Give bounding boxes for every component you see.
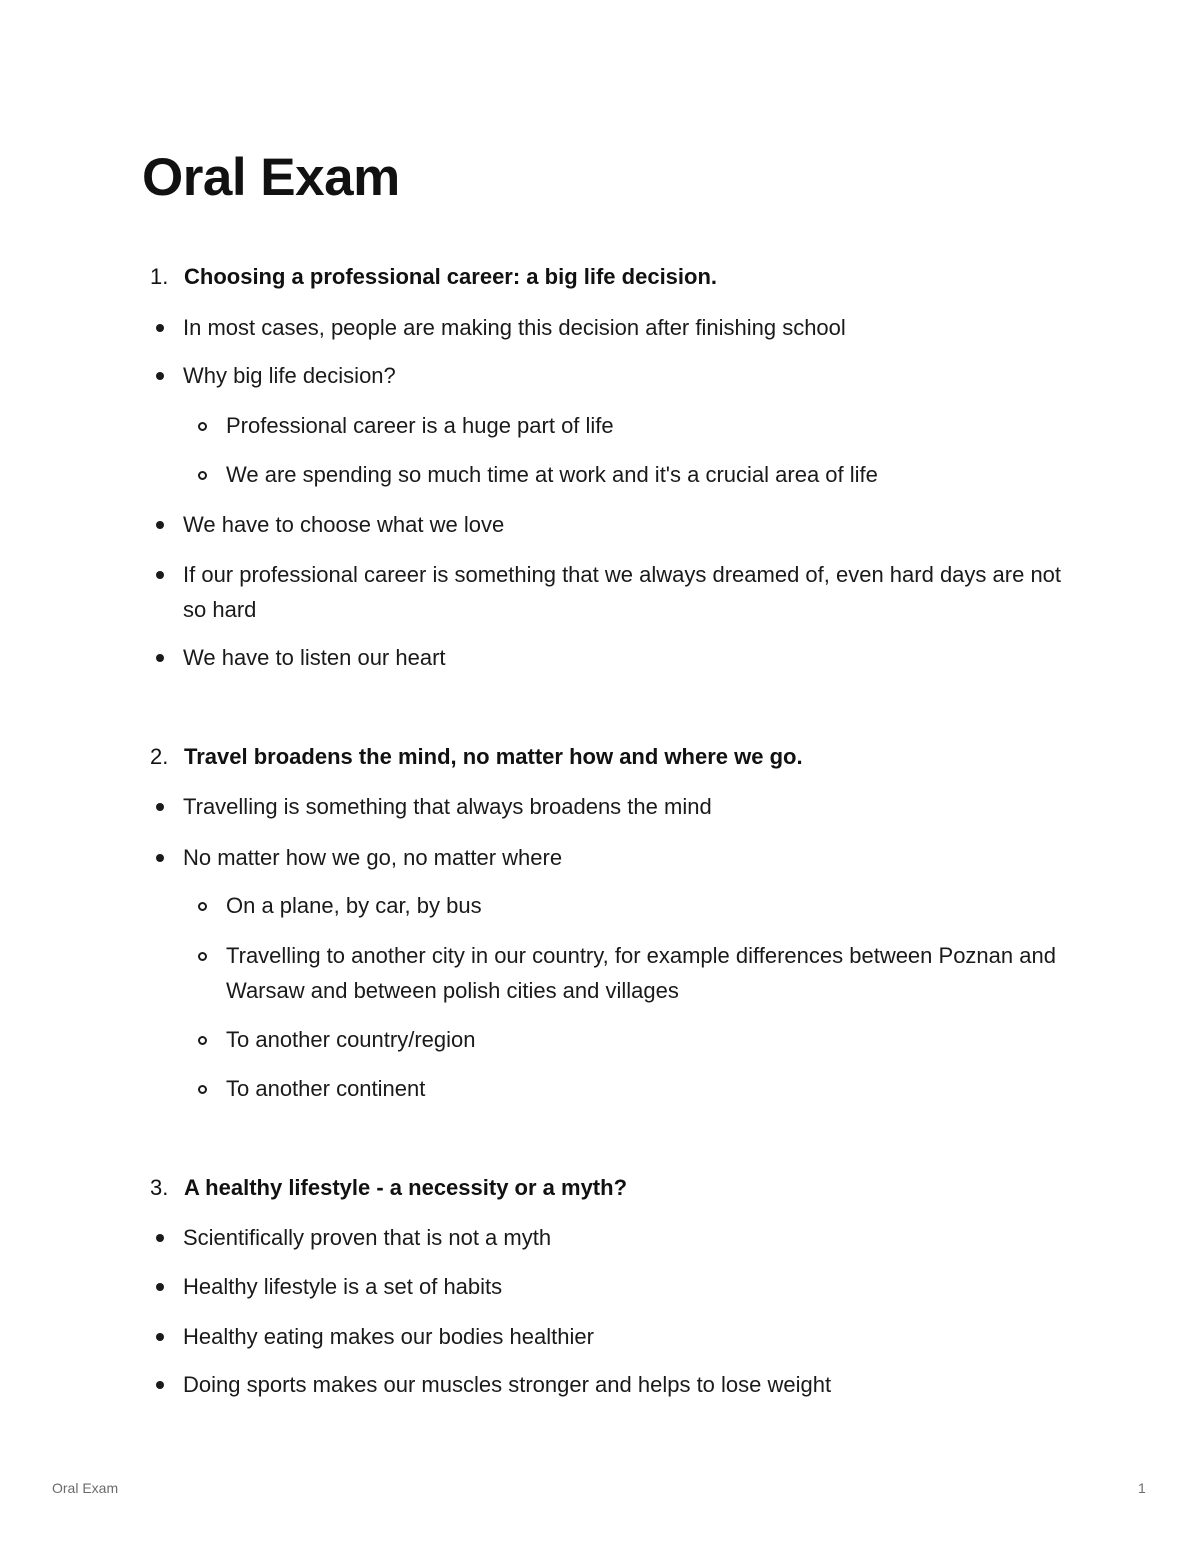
list-item-text: Travelling to another city in our country, for example differences between Poznan and Warsaw and between polish cities and villages (226, 943, 1056, 1003)
section-number: 3. (150, 1175, 169, 1200)
list-item-text: We have to choose what we love (183, 512, 505, 537)
sub-list-item (226, 938, 1076, 1008)
list-item (183, 640, 1063, 675)
section-title: Travel broadens the mind, no matter how and where we go. (184, 744, 803, 769)
footer-page-number: 1 (1138, 1480, 1146, 1496)
list-item-text: To another country/region (226, 1027, 476, 1052)
bullet-ring-icon (198, 1036, 207, 1045)
section-number: 2. (150, 744, 169, 769)
list-item (183, 358, 1063, 393)
bullet-dot-icon (156, 854, 164, 862)
section-heading-1 (150, 260, 717, 294)
list-item (183, 789, 1063, 824)
sub-list-item (226, 457, 1076, 492)
bullet-dot-icon (156, 521, 164, 529)
bullet-ring-icon (198, 952, 207, 961)
list-item-text: Travelling is something that always broadens the mind (183, 794, 712, 819)
bullet-dot-icon (156, 1234, 164, 1242)
list-item (183, 507, 1063, 542)
bullet-dot-icon (156, 654, 164, 662)
list-item (183, 840, 1063, 875)
bullet-ring-icon (198, 422, 207, 431)
bullet-dot-icon (156, 1381, 164, 1389)
bullet-dot-icon (156, 372, 164, 380)
list-item-text: On a plane, by car, by bus (226, 893, 482, 918)
bullet-dot-icon (156, 571, 164, 579)
bullet-ring-icon (198, 1085, 207, 1094)
section-heading-2 (150, 740, 803, 774)
list-item (183, 1319, 1063, 1354)
section-number: 1. (150, 264, 169, 289)
bullet-ring-icon (198, 471, 207, 480)
list-item (183, 1220, 1063, 1255)
sub-list-item (226, 1071, 1076, 1106)
list-item-text: To another continent (226, 1076, 426, 1101)
list-item (183, 1367, 1063, 1402)
list-item-text: No matter how we go, no matter where (183, 845, 563, 870)
list-item-text: Healthy eating makes our bodies healthier (183, 1324, 594, 1349)
list-item (183, 557, 1063, 627)
list-item-text: We are spending so much time at work and it's a crucial area of life (226, 462, 878, 487)
bullet-dot-icon (156, 1283, 164, 1291)
list-item (183, 1269, 1063, 1304)
bullet-dot-icon (156, 1333, 164, 1341)
list-item-text: Healthy lifestyle is a set of habits (183, 1274, 503, 1299)
section-heading-3 (150, 1171, 627, 1205)
list-item (183, 310, 1063, 345)
list-item-text: Scientifically proven that is not a myth (183, 1225, 552, 1250)
list-item-text: In most cases, people are making this decision after finishing school (183, 315, 846, 340)
section-title: A healthy lifestyle - a necessity or a myth? (184, 1175, 628, 1200)
bullet-dot-icon (156, 803, 164, 811)
page-title: Oral Exam (142, 148, 400, 207)
section-title: Choosing a professional career: a big life decision. (184, 264, 718, 289)
sub-list-item (226, 1022, 1076, 1057)
footer-doc-name: Oral Exam (52, 1480, 119, 1496)
list-item-text: Doing sports makes our muscles stronger and helps to lose weight (183, 1372, 832, 1397)
list-item-text: Professional career is a huge part of life (226, 413, 614, 438)
list-item-text: If our professional career is something that we always dreamed of, even hard days are not so hard (183, 562, 1062, 622)
list-item-text: Why big life decision? (183, 363, 396, 388)
list-item-text: We have to listen our heart (183, 645, 446, 670)
sub-list-item (226, 408, 1076, 443)
bullet-dot-icon (156, 324, 164, 332)
sub-list-item (226, 888, 1076, 923)
bullet-ring-icon (198, 902, 207, 911)
